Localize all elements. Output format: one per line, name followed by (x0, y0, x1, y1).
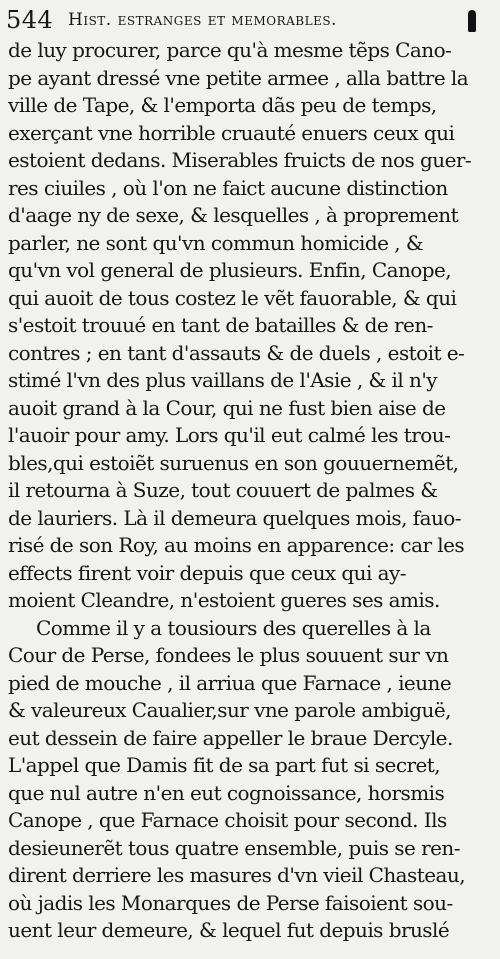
text-line: qu'vn vol general de plusieurs. Enfin, Canope, (8, 258, 452, 282)
text-line: res ciuiles , où l'on ne faict aucune distinction (8, 176, 448, 200)
body-text (8, 35, 486, 955)
text-line: desieunerẽt tous quatre ensemble, puis se ren- (8, 836, 460, 860)
text-line: il retourna à Suze, tout couuert de palmes & (8, 478, 438, 502)
text-line: de luy procurer, parce qu'à mesme tẽps Cano- (8, 38, 452, 62)
text-line: s'estoit trouué en tant de batailles & de ren- (8, 313, 433, 337)
text-line: ville de Tape, & l'emporta dãs peu de temps, (8, 93, 437, 117)
text-line: d'aage ny de sexe, & lesquelles , à proprement (8, 203, 459, 227)
text-line: risé de son Roy, au moins en apparence: car les (8, 533, 465, 557)
text-line: où jadis les Monarques de Perse faisoient sou- (8, 891, 453, 915)
text-line: Cour de Perse, fondees le plus souuent sur vn (8, 643, 449, 667)
running-title: Hist. estranges et memorables. (68, 10, 337, 30)
text-line: que nul autre n'en eut cognoissance, horsmis (8, 781, 445, 805)
text-line: exerçant vne horrible cruauté enuers ceux qui (8, 121, 455, 145)
page-number: 544 (6, 6, 54, 34)
text-line: contres ; en tant d'assauts & de duels , estoit e- (8, 341, 465, 365)
text-line: uent leur demeure, & lequel fut depuis bruslé (8, 918, 450, 942)
text-line: L'appel que Damis fit de sa part fut si secret, (8, 753, 441, 777)
text-line: qui auoit de tous costez le vẽt fauorable, & qui (8, 286, 457, 310)
text-line: bles,qui estoiẽt suruenus en son gouuernemẽt, (8, 451, 459, 475)
text-line: l'auoir pour amy. Lors qu'il eut calmé les trou- (8, 423, 451, 447)
text-line: eut dessein de faire appeller le braue Dercyle. (8, 726, 453, 750)
text-line: auoit grand à la Cour, qui ne fust bien aise de (8, 396, 446, 420)
text-line: & valeureux Caualier,sur vne parole ambiguë, (8, 698, 451, 722)
text-line: Comme il y a tousiours des querelles à la (36, 616, 431, 640)
text-line: stimé l'vn des plus vaillans de l'Asie , & il n'y (8, 368, 438, 392)
text-line: moient Cleandre, n'estoient gueres ses amis. (8, 588, 440, 612)
page-header (6, 6, 492, 34)
ink-mark (468, 10, 476, 32)
text-line: Canope , que Farnace choisit pour second. Ils (8, 808, 447, 832)
text-line: estoient dedans. Miserables fruicts de nos guer- (8, 148, 472, 172)
text-line: dirent derriere les masures d'vn vieil Chasteau, (8, 863, 466, 887)
text-line: pied de mouche , il arriua que Farnace , ieune (8, 671, 452, 695)
text-line: de lauriers. Là il demeura quelques mois, fauo- (8, 506, 461, 530)
text-line: pe ayant dressé vne petite armee , alla battre la (8, 66, 469, 90)
text-line: effects firent voir depuis que ceux qui ay- (8, 561, 407, 585)
text-line: parler, ne sont qu'vn commun homicide , & (8, 231, 424, 255)
